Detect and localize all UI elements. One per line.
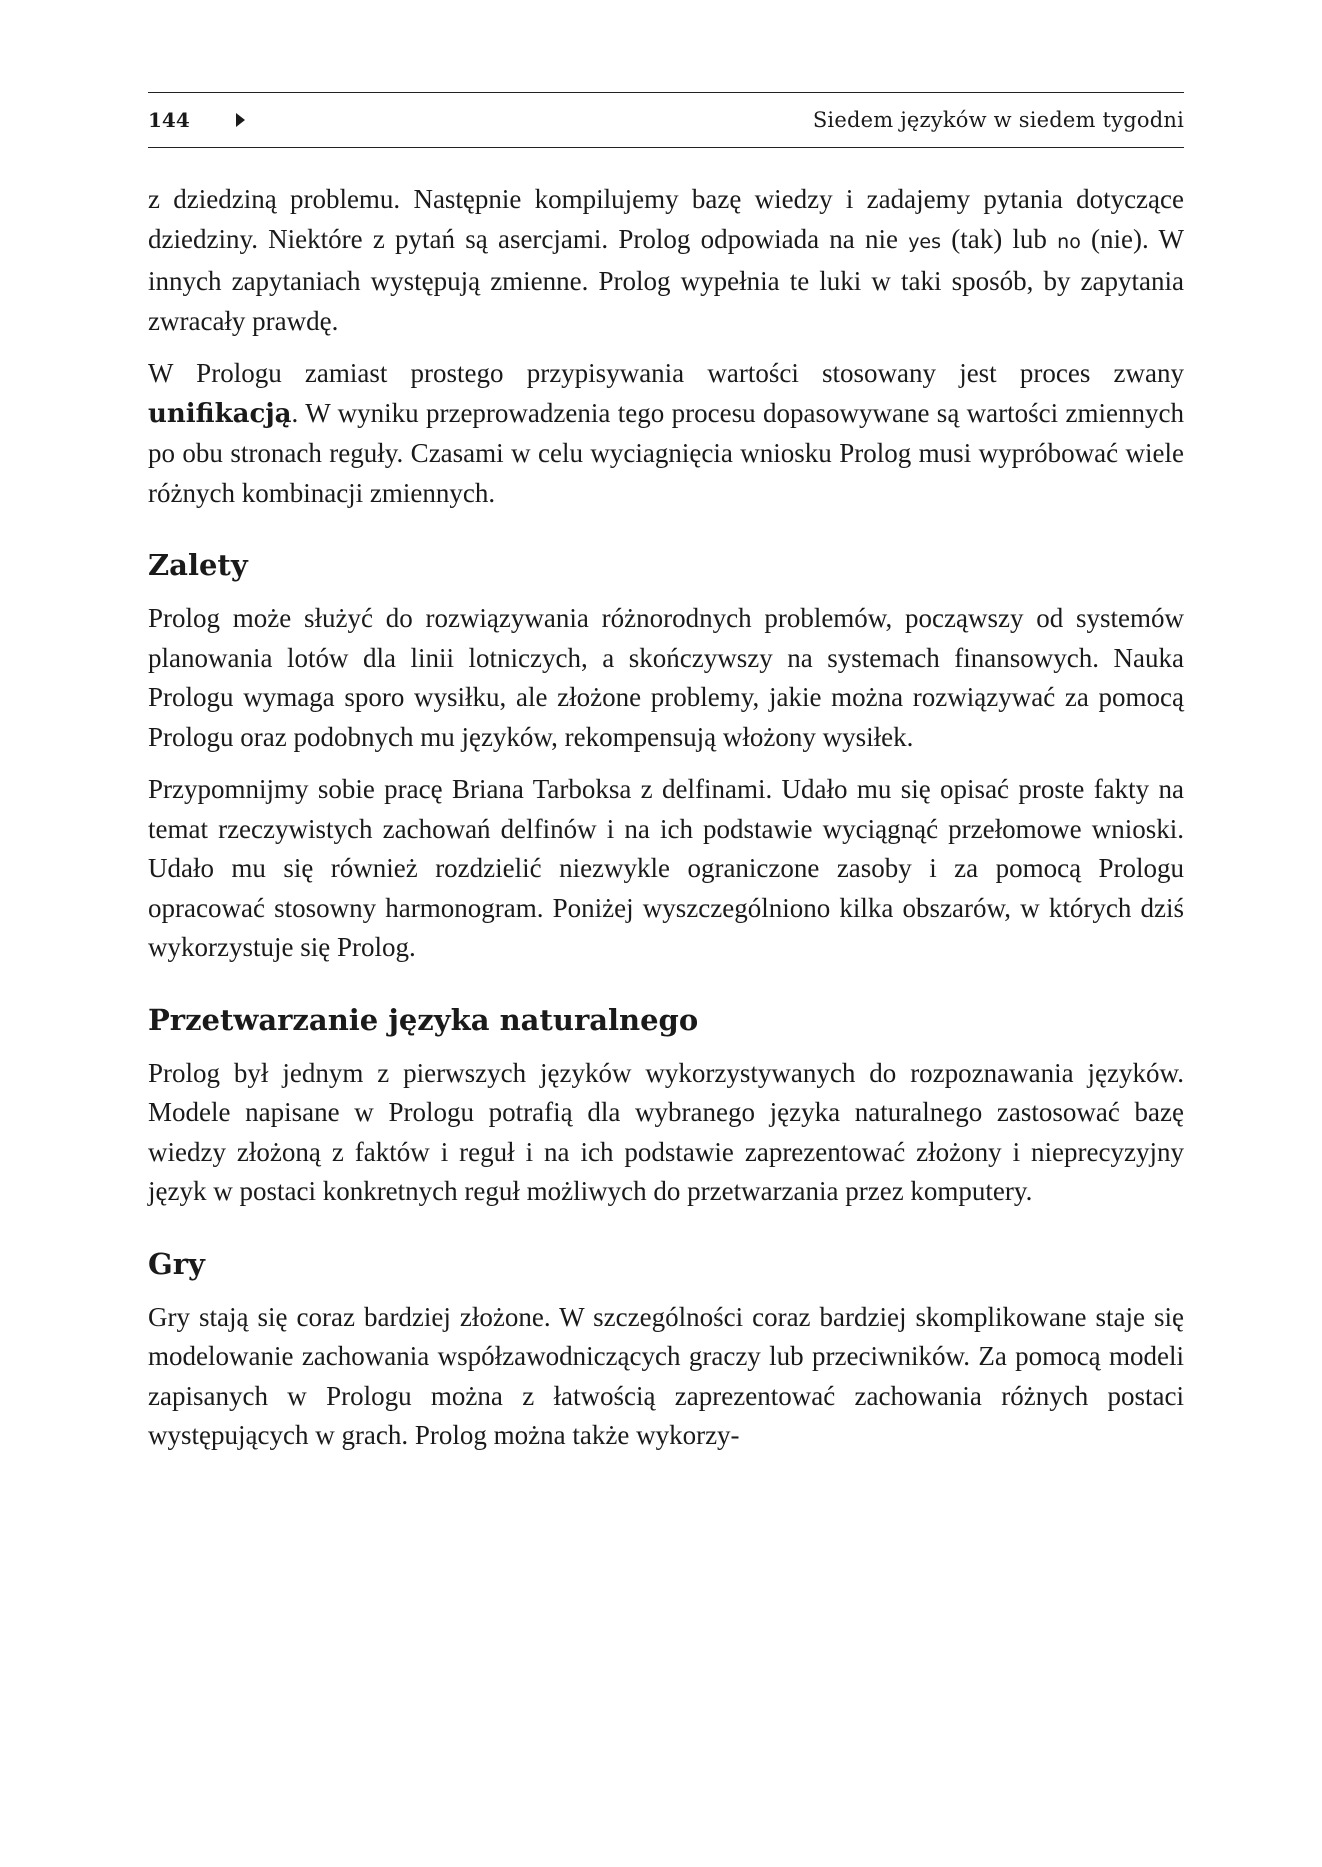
term-unifikacja: unifikacją xyxy=(148,398,292,429)
code-no: no xyxy=(1057,230,1081,253)
text-run: . W wyniku przeprowadzenia tego procesu dopasowywane są wartości zmiennych po obu stronach reguły. Czasami w celu wyciagnięcia wniosku Prolog musi wypróbować wiele różnych kombinacji zmiennych. xyxy=(148,397,1184,508)
page xyxy=(148,92,1184,1469)
code-yes: yes xyxy=(908,230,942,253)
header-left xyxy=(148,108,245,132)
paragraph-zalety-1: Prolog może służyć do rozwiązywania różnorodnych problemów, począwszy od systemów planowania lotów dla linii lotniczych, a skończywszy na systemach finansowych. Nauka Prologu wymaga sporo wysiłku, ale złożone problemy, jakie można rozwiązywać za pomocą Prologu oraz podobnych mu języków, rekompensują włożony wysiłek. xyxy=(148,603,1184,752)
body-text xyxy=(148,180,1184,1456)
paragraph-zalety-2: Przypomnijmy sobie pracę Briana Tarboksa z delfinami. Udało mu się opisać proste fakty na temat rzeczywistych zachowań delfinów i na ich podstawie wyciągnąć przełomowe wnioski. Udało mu się również rozdzielić niezwykle ograniczone zasoby i za pomocą Prologu opracować stosowny harmonogram. Poniżej wyszczególniono kilka obszarów, w których dziś wykorzystuje się Prolog. xyxy=(148,774,1184,962)
text-run: (nie). W innych zapytaniach występują zmienne. Prolog wypełnia te luki w taki sposób, by zapytania zwracały prawdę. xyxy=(148,223,1184,336)
triangle-right-icon xyxy=(236,113,245,127)
text-run: z dziedziną problemu. Następnie kompilujemy bazę wiedzy i zadajemy pytania dotyczące dziedziny. Niektóre z pytań są asercjami. Prolog odpowiada na nie xyxy=(148,184,1184,254)
heading-nlp: Przetwarzanie języka naturalnego xyxy=(148,1002,699,1037)
text-run: (tak) lub xyxy=(941,223,1058,254)
heading-zalety: Zalety xyxy=(148,548,248,582)
paragraph-intro xyxy=(148,180,1184,341)
paragraph-unification xyxy=(148,354,1184,513)
page-number: 144 xyxy=(148,108,190,132)
running-header xyxy=(148,92,1184,148)
text-run: W Prologu zamiast prostego przypisywania wartości stosowany jest proces zwany xyxy=(148,358,1184,388)
running-title: Siedem języków w siedem tygodni xyxy=(812,108,1184,132)
heading-gry: Gry xyxy=(148,1246,205,1281)
paragraph-gry: Gry stają się coraz bardziej złożone. W szczególności coraz bardziej skomplikowane staje się modelowanie zachowania współzawodniczących graczy lub przeciwników. Za pomocą modeli zapisanych w Prologu można z łatwością zaprezentować zachowania różnych postaci występujących w grach. Prolog można także wykorzy- xyxy=(148,1301,1184,1450)
paragraph-nlp: Prolog był jednym z pierwszych języków wykorzystywanych do rozpoznawania języków. Modele napisane w Prologu potrafią dla wybranego języka naturalnego zastosować bazę wiedzy złożoną z faktów i reguł i na ich podstawie zaprezentować złożony i nieprecyzyjny język w postaci konkretnych reguł możliwych do przetwarzania przez komputery. xyxy=(148,1057,1184,1206)
